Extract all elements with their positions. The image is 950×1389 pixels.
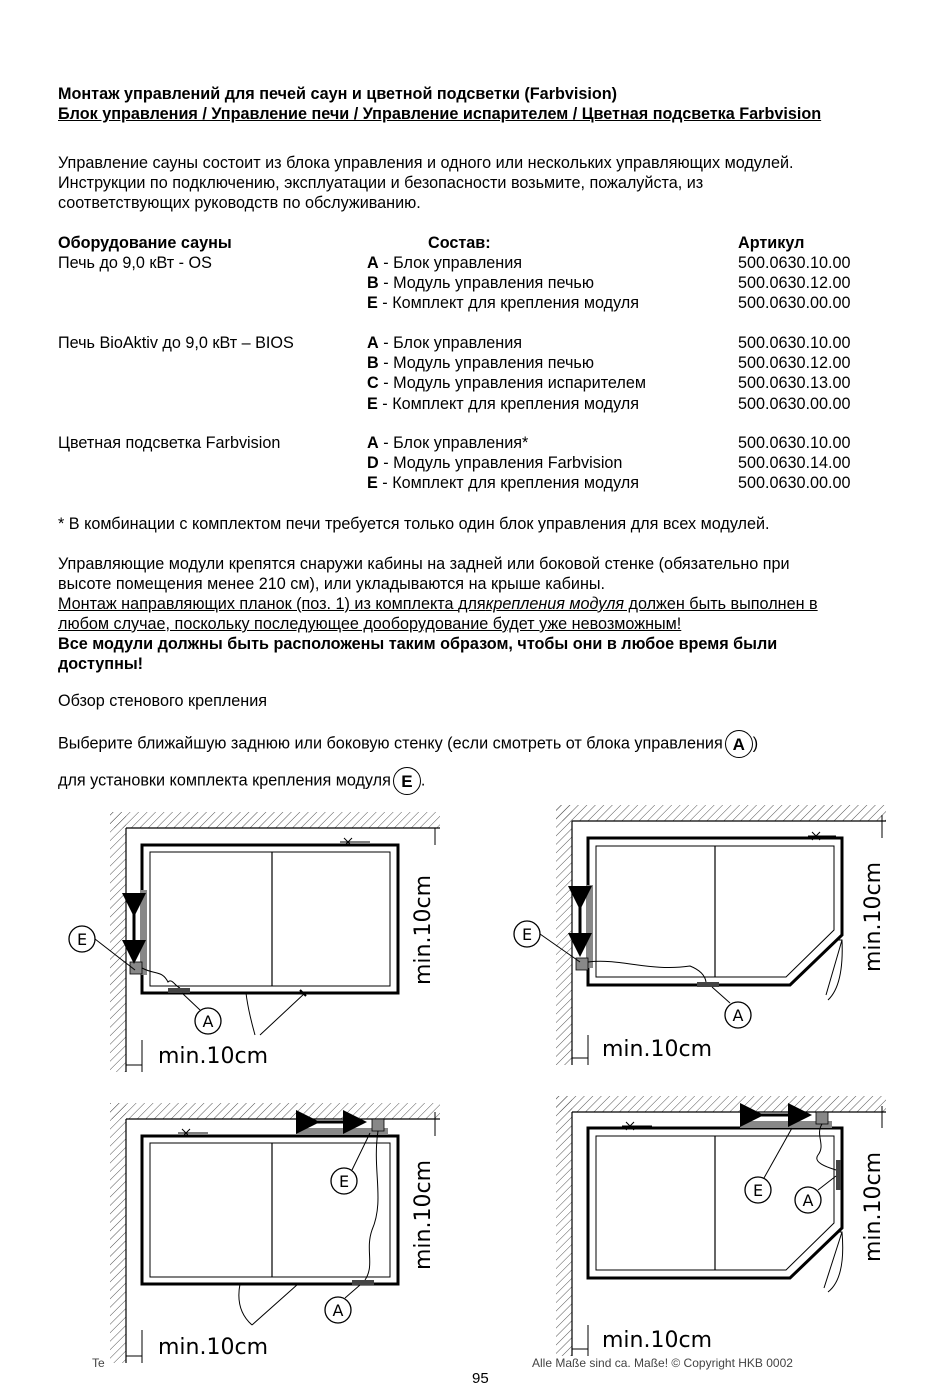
article-number: 500.0630.00.00 <box>738 395 851 413</box>
intro-line-2: Инструкции по подключению, эксплуатации и безопасности возьмите, пожалуйста, из <box>58 174 704 192</box>
page-number: 95 <box>472 1370 489 1387</box>
component-code: B <box>367 274 379 292</box>
article-number: 500.0630.00.00 <box>738 294 851 312</box>
header-composition: Состав: <box>428 234 491 252</box>
dimension-label: min.10cm <box>602 1037 712 1062</box>
article-number: 500.0630.10.00 <box>738 434 851 452</box>
overview-heading: Обзор стенового крепления <box>58 692 268 710</box>
intro-line-3: соответствующих руководств по обслуживанию. <box>58 194 421 212</box>
component-text: - Модуль управления испарителем <box>378 374 646 392</box>
callout-e: E <box>76 930 88 949</box>
dimension-label: min.10cm <box>158 1044 268 1069</box>
callout-a: A <box>802 1191 814 1210</box>
component-text: - Комплект для крепления модуля <box>377 474 640 492</box>
dimension-label-vertical: min.10cm <box>411 1160 436 1270</box>
choose-wall-line: Выберите ближайшую заднюю или боковую стенку (если смотреть от блока управления A ) <box>58 730 758 758</box>
component-text: - Модуль управления печью <box>378 274 594 292</box>
diagram-bottom-right <box>556 1096 886 1356</box>
mounting-line-1: Управляющие модули крепятся снаружи кабины на задней или боковой стенке (обязательно при <box>58 555 790 573</box>
choose-kit-line: для установки комплекта крепления модуля E . <box>58 767 425 795</box>
component-code: B <box>367 354 379 372</box>
header-article: Артикул <box>738 234 805 252</box>
label-a-circle: A <box>725 730 753 758</box>
article-number: 500.0630.13.00 <box>738 374 851 392</box>
header-equipment: Оборудование сауны <box>58 234 232 252</box>
callout-e: E <box>752 1181 764 1200</box>
mounting-warning-line-1: Монтаж направляющих планок (поз. 1) из комплекта длякрепления модуля должен быть выполнен в <box>58 595 818 613</box>
label-e-circle: E <box>393 767 421 795</box>
article-number: 500.0630.10.00 <box>738 334 851 352</box>
component-text: - Блок управления <box>378 254 523 272</box>
article-number: 500.0630.12.00 <box>738 274 851 292</box>
dimension-label-vertical: min.10cm <box>861 1152 886 1262</box>
component-code: D <box>367 454 379 472</box>
callout-e: E <box>521 925 533 944</box>
component-code: C <box>367 374 379 392</box>
component-code: E <box>367 474 378 492</box>
dimension-label: min.10cm <box>602 1328 712 1353</box>
equipment-name: Цветная подсветка Farbvision <box>58 434 281 452</box>
accessibility-note-line-2: доступны! <box>58 655 144 673</box>
mounting-warning-line-2: любом случае, поскольку последующее дооборудование будет уже невозможным! <box>58 615 682 633</box>
article-number: 500.0630.10.00 <box>738 254 851 272</box>
component-code: A <box>367 434 379 452</box>
diagram-top-right <box>514 805 886 1065</box>
article-number: 500.0630.00.00 <box>738 474 851 492</box>
callout-e: E <box>338 1172 350 1191</box>
footer-copyright: Alle Maße sind ca. Maße! © Copyright HKB 0002 <box>532 1356 793 1370</box>
component-code: E <box>367 294 378 312</box>
component-text: - Комплект для крепления модуля <box>377 395 640 413</box>
component-code: E <box>367 395 378 413</box>
diagram-top-left <box>69 812 440 1072</box>
callout-a: A <box>202 1012 214 1031</box>
callout-a: A <box>732 1006 744 1025</box>
equipment-name: Печь BioAktiv до 9,0 кВт – BIOS <box>58 334 294 352</box>
equipment-name: Печь до 9,0 кВт - OS <box>58 254 212 272</box>
dimension-label-vertical: min.10cm <box>861 862 886 972</box>
document-subtitle: Блок управления / Управление печи / Управление испарителем / Цветная подсветка Farbvision <box>58 105 822 123</box>
component-text: - Блок управления <box>378 334 523 352</box>
article-number: 500.0630.12.00 <box>738 354 851 372</box>
mounting-line-2: высоте помещения менее 210 см), или укладываются на крыше кабины. <box>58 575 606 593</box>
component-text: - Блок управления* <box>378 434 529 452</box>
accessibility-note-line-1: Все модули должны быть расположены таким образом, чтобы они в любое время были <box>58 635 778 653</box>
footer-left: Te <box>92 1356 105 1370</box>
component-code: A <box>367 334 379 352</box>
callout-a: A <box>332 1301 344 1320</box>
document-title: Монтаж управлений для печей саун и цветной подсветки (Farbvision) <box>58 85 618 103</box>
dimension-label: min.10cm <box>158 1335 268 1360</box>
diagram-bottom-left <box>110 1103 440 1363</box>
article-number: 500.0630.14.00 <box>738 454 851 472</box>
intro-line-1: Управление сауны состоит из блока управления и одного или нескольких управляющих модулей. <box>58 154 794 172</box>
component-text: - Комплект для крепления модуля <box>377 294 640 312</box>
component-code: A <box>367 254 379 272</box>
footnote: * В комбинации с комплектом печи требуется только один блок управления для всех модулей. <box>58 515 770 533</box>
dimension-label-vertical: min.10cm <box>411 875 436 985</box>
component-text: - Модуль управления Farbvision <box>378 454 623 472</box>
component-text: - Модуль управления печью <box>378 354 594 372</box>
